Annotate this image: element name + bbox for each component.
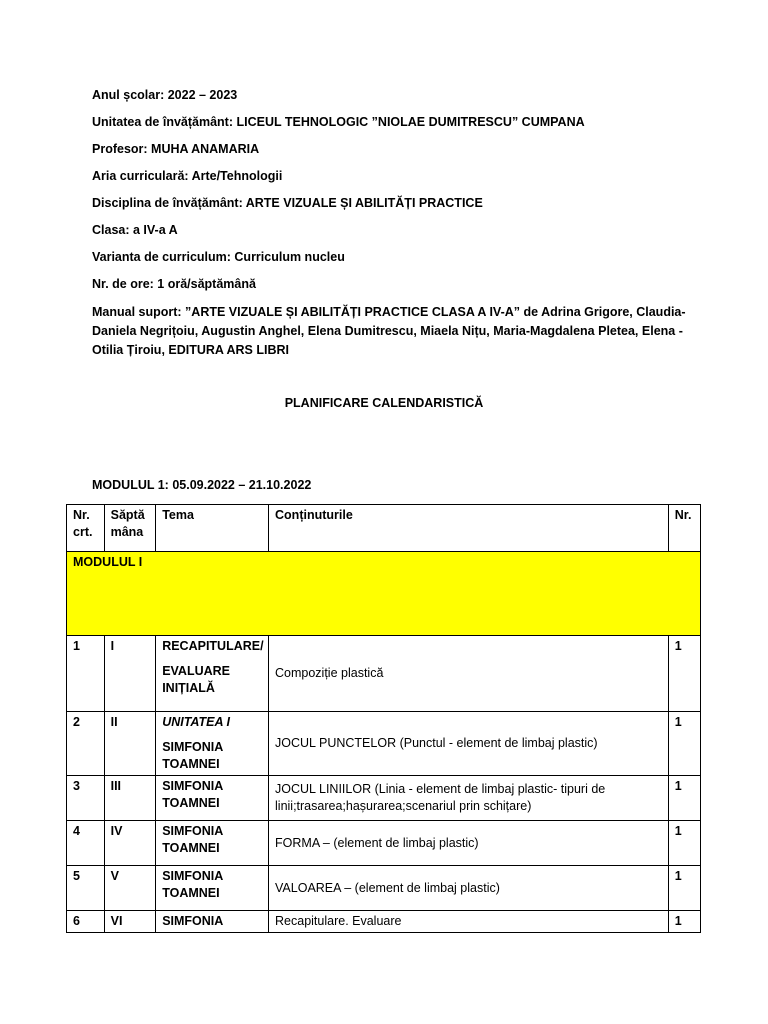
- tema-line: SIMFONIA TOAMNEI: [162, 740, 223, 771]
- header-content: Conținuturile: [269, 505, 669, 552]
- school-year: Anul școlar: 2022 – 2023: [92, 88, 238, 102]
- cell-tema: [156, 866, 269, 911]
- tema-line: SIMFONIA TOAMNEI: [162, 869, 223, 900]
- cell-week: IV: [104, 821, 156, 866]
- tema-line: SIMFONIA TOAMNEI: [162, 824, 223, 855]
- table-row: [67, 636, 701, 712]
- cell-tema: [156, 821, 269, 866]
- cell-content: VALOAREA – (element de limbaj plastic): [269, 866, 669, 911]
- cell-tema: [156, 911, 269, 933]
- table-row: [67, 821, 701, 866]
- cell-hours: 1: [668, 712, 700, 776]
- cell-content: Compoziție plastică: [269, 636, 669, 712]
- table-row: [67, 866, 701, 911]
- cell-nr: 5: [67, 866, 105, 911]
- discipline: Disciplina de învățământ: ARTE VIZUALE ȘI ABILITĂȚI PRACTICE: [92, 196, 483, 210]
- module-row: [67, 552, 701, 636]
- module-label: MODULUL I: [67, 552, 701, 636]
- cell-hours: 1: [668, 821, 700, 866]
- cell-hours: 1: [668, 866, 700, 911]
- header-hours: Nr.: [668, 505, 700, 552]
- curricular-area: Aria curriculară: Arte/Tehnologii: [92, 169, 283, 183]
- cell-hours: 1: [668, 636, 700, 712]
- tema-line: SIMFONIA TOAMNEI: [162, 779, 223, 810]
- cell-nr: 1: [67, 636, 105, 712]
- cell-content: JOCUL LINIILOR (Linia - element de limbaj plastic- tipuri de linii;trasarea;hașurarea;scenariul prin schițare): [269, 776, 669, 821]
- manual-reference: Manual suport: ”ARTE VIZUALE ȘI ABILITĂȚI PRACTICE CLASA A IV-A” de Adrina Grigore, Claudia-Daniela Negrițoiu, Augustin Anghel, Elena Dumitrescu, Miaela Nițu, Maria-Magdalena Pletea, Elena -Otilia Țiroiu, EDITURA ARS LIBRI: [92, 305, 686, 357]
- cell-nr: 4: [67, 821, 105, 866]
- institution: Unitatea de învățământ: LICEUL TEHNOLOGIC ”NIOLAE DUMITRESCU” CUMPANA: [92, 115, 585, 129]
- cell-week: III: [104, 776, 156, 821]
- cell-tema: [156, 636, 269, 712]
- table-row: [67, 712, 701, 776]
- cell-nr: 2: [67, 712, 105, 776]
- cell-content: Recapitulare. Evaluare: [269, 911, 669, 933]
- cell-week: VI: [104, 911, 156, 933]
- cell-nr: 3: [67, 776, 105, 821]
- tema-line: EVALUARE INIȚIALĂ: [162, 664, 231, 695]
- cell-hours: 1: [668, 776, 700, 821]
- cell-week: V: [104, 866, 156, 911]
- cell-week: I: [104, 636, 156, 712]
- cell-nr: 6: [67, 911, 105, 933]
- cell-tema: [156, 712, 269, 776]
- curriculum: Varianta de curriculum: Curriculum nucleu: [92, 250, 345, 264]
- cell-week: II: [104, 712, 156, 776]
- cell-hours: 1: [668, 911, 700, 933]
- cell-content: FORMA – (element de limbaj plastic): [269, 821, 669, 866]
- class: Clasa: a IV-a A: [92, 223, 178, 237]
- document-title: PLANIFICARE CALENDARISTICĂ: [284, 396, 484, 410]
- table-body: [67, 552, 701, 933]
- cell-tema: [156, 776, 269, 821]
- tema-line: RECAPITULARE/: [162, 639, 264, 653]
- hours-per-week: Nr. de ore: 1 oră/săptămână: [92, 277, 256, 291]
- header-nr: Nr. crt.: [67, 505, 105, 552]
- header-week: Săptă mâna: [104, 505, 156, 552]
- table-row: [67, 776, 701, 821]
- teacher: Profesor: MUHA ANAMARIA: [92, 142, 260, 156]
- header-tema: Tema: [156, 505, 269, 552]
- table-header-row: [67, 505, 701, 552]
- cell-content: JOCUL PUNCTELOR (Punctul - element de limbaj plastic): [269, 712, 669, 776]
- module-heading: MODULUL 1: 05.09.2022 – 21.10.2022: [92, 478, 312, 492]
- planning-table: [66, 504, 701, 933]
- table-row: [67, 911, 701, 933]
- tema-unit: UNITATEA I: [162, 715, 231, 729]
- tema-line: SIMFONIA: [162, 914, 224, 928]
